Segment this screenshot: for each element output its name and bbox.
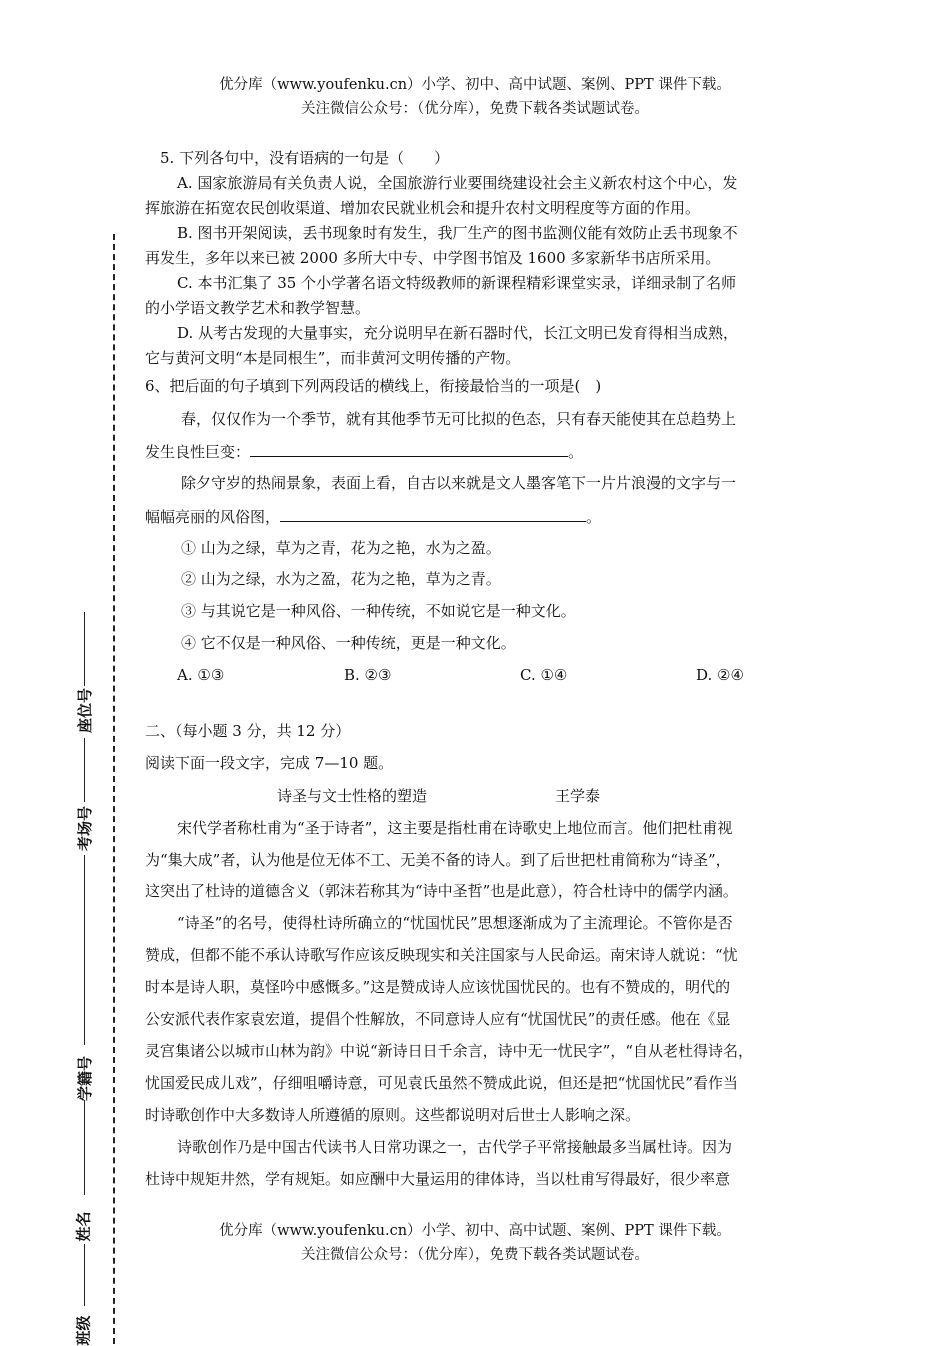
student-id-fill-line xyxy=(84,855,85,1045)
q5-option-c-line-1: C. 本书汇集了 35 个小学著名语文特级教师的新课程精彩课堂实录，详细录制了名师 xyxy=(177,274,737,292)
header-line-2: 关注微信公众号：（优分库），免费下载各类试题试卷。 xyxy=(301,101,649,117)
q6-para1-line-2 xyxy=(145,440,583,463)
q5-option-d-line-2: 它与黄河文明“本是同根生”，而非黄河文明传播的产物。 xyxy=(145,349,521,367)
q6-stem: 6、把后面的句子填到下列两段话的横线上，衔接最恰当的一项是( ) xyxy=(145,377,602,395)
article-line-2: 为“集大成”者，认为他是位无体不工、无美不备的诗人。到了后世把杜甫简称为“诗圣”， xyxy=(145,851,731,869)
q6-sentence-2: ② 山为之绿，水为之盈，花为之艳，草为之青。 xyxy=(181,570,501,588)
q6-para2-line-1: 除夕守岁的热闹景象，表面上看，自古以来就是文人墨客笔下一片片浪漫的文字与一 xyxy=(181,474,737,492)
q6-choice-b: B. ②③ xyxy=(344,666,392,684)
q6-sentence-3: ③ 与其说它是一种风俗、一种传统，不如说它是一种文化。 xyxy=(181,602,576,620)
article-line-7: 公安派代表作家袁宏道，提倡个性解放，不同意诗人应有“忧国忧民”的责任感。他在《显 xyxy=(145,1010,731,1028)
article-line-8: 灵宫集诸公以城市山林为韵》中说“新诗日日千余言，诗中无一忧民字”，“自从老杜得诗名， xyxy=(145,1042,754,1060)
q6-blank-2[interactable] xyxy=(280,505,586,522)
article-line-6: 时本是诗人职，莫怪吟中感慨多。”这是赞成诗人应该忧国忧民的。也有不赞成的，明代的 xyxy=(145,978,731,996)
section-2-instruction: 阅读下面一段文字，完成 7—10 题。 xyxy=(145,754,394,772)
student-id-label: 学籍号 xyxy=(76,1055,95,1102)
section-2-heading: 二、（每小题 3 分，共 12 分） xyxy=(145,722,351,740)
header-line-1: 优分库（www.youfenku.cn）小学、初中、高中试题、案例、PPT 课件下载。 xyxy=(219,77,731,93)
q6-period-1: 。 xyxy=(568,443,584,461)
seat-number-label: 座位号 xyxy=(76,687,95,734)
exam-room-label: 考场号 xyxy=(76,805,95,852)
exam-room-fill-line xyxy=(84,738,85,802)
q5-option-b-line-1: B. 图书开架阅读，丢书现象时有发生，我厂生产的图书监测仪能有效防止丢书现象不 xyxy=(177,224,738,242)
footer-line-2: 关注微信公众号：（优分库），免费下载各类试题试卷。 xyxy=(301,1247,649,1263)
binding-dashed-line xyxy=(113,234,115,1344)
q6-para2-line-2 xyxy=(145,505,601,528)
q5-option-b-line-2: 再发生，多年以来已被 2000 多所大中专、中学图书馆及 1600 多家新华书店所采用。 xyxy=(145,249,721,267)
article-author: 王学泰 xyxy=(555,787,601,805)
q5-option-a-line-1: A. 国家旅游局有关负责人说，全国旅游行业要围绕建设社会主义新农村这个中心，发 xyxy=(177,174,738,192)
q6-choice-c: C. ①④ xyxy=(520,666,568,684)
q5-option-a-line-2: 挥旅游在拓宽农民创收渠道、增加农民就业机会和提升农村文明程度等方面的作用。 xyxy=(145,199,701,217)
article-line-9: 忧国爱民成儿戏”，仔细咀嚼诗意，可见袁氏虽然不赞成此说，但还是把“忧国忧民”看作当 xyxy=(145,1074,739,1092)
article-line-1: 宋代学者称杜甫为“圣于诗者”，这主要是指杜甫在诗歌史上地位而言。他们把杜甫视 xyxy=(177,819,733,837)
class-label: 班级 xyxy=(74,1315,93,1346)
q6-para2-text: 幅幅亮丽的风俗图， xyxy=(145,508,281,526)
seat-number-fill-line xyxy=(84,612,85,686)
article-line-11: 诗歌创作乃是中国古代读书人日常功课之一，古代学子平常接触最多当属杜诗。因为 xyxy=(177,1138,733,1156)
article-title: 诗圣与文士性格的塑造 xyxy=(277,787,428,805)
footer-line-1: 优分库（www.youfenku.cn）小学、初中、高中试题、案例、PPT 课件下载。 xyxy=(219,1223,731,1239)
q6-para1-line-1: 春，仅仅作为一个季节，就有其他季节无可比拟的色态，只有春天能使其在总趋势上 xyxy=(181,410,737,428)
name-fill-line xyxy=(84,1100,85,1195)
article-line-10: 时诗歌创作中大多数诗人所遵循的原则。这些都说明对后世士人影响之深。 xyxy=(145,1106,641,1124)
q6-choice-a: A. ①③ xyxy=(177,666,225,684)
q6-sentence-4: ④ 它不仅是一种风俗、一种传统，更是一种文化。 xyxy=(181,634,516,652)
q6-choice-d: D. ②④ xyxy=(696,666,744,684)
q6-para1-text: 发生良性巨变： xyxy=(145,443,251,461)
article-line-12: 杜诗中规矩井然，学有规矩。如应酬中大量运用的律体诗，当以杜甫写得最好，很少率意 xyxy=(145,1170,731,1188)
q6-blank-1[interactable] xyxy=(250,440,568,457)
article-line-4: “诗圣”的名号，使得杜诗所确立的“忧国忧民”思想逐渐成为了主流理论。不管你是否 xyxy=(177,914,733,932)
article-line-3: 这突出了杜诗的道德含义（郭沫若称其为“诗中圣哲”也是此意），符合杜诗中的儒学内涵。 xyxy=(145,882,738,900)
q6-period-2: 。 xyxy=(586,508,602,526)
q5-stem: 5. 下列各句中，没有语病的一句是（ ） xyxy=(160,149,450,167)
q6-sentence-1: ① 山为之绿，草为之青，花为之艳，水为之盈。 xyxy=(181,539,501,557)
q5-option-c-line-2: 的小学语文教学艺术和教学智慧。 xyxy=(145,299,371,317)
name-label: 姓名 xyxy=(74,1211,93,1242)
article-line-5: 赞成，但都不能不承认诗歌写作应该反映现实和关注国家与人民命运。南宋诗人就说：“忧 xyxy=(145,946,738,964)
q5-option-d-line-1: D. 从考古发现的大量事实，充分说明早在新石器时代，长江文明已发育得相当成熟， xyxy=(177,324,739,342)
